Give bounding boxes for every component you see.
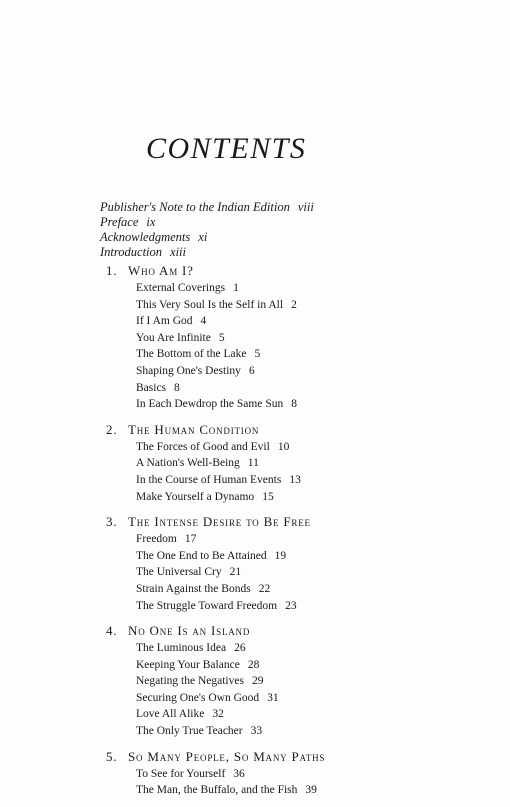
- entry-label: The One End to Be Attained: [136, 549, 267, 562]
- front-matter-item: [100, 200, 314, 215]
- entry-label: External Coverings: [136, 282, 226, 294]
- page-number: 1: [233, 282, 239, 294]
- chapter-title: Who Am I?: [128, 263, 194, 278]
- toc-entry: [106, 313, 506, 330]
- page-number: xi: [198, 230, 208, 244]
- entry-label: To See for Yourself: [136, 767, 226, 780]
- page-number: 23: [285, 599, 297, 612]
- entry-label: Shaping One's Destiny: [136, 364, 241, 377]
- chapter-list: [106, 262, 506, 807]
- page-number: 39: [305, 784, 317, 797]
- page-number: 19: [274, 549, 287, 562]
- page-number: 29: [251, 675, 264, 688]
- entry-label: The Struggle Toward Freedom: [136, 599, 278, 612]
- page-number: 15: [262, 490, 274, 503]
- page-number: 4: [200, 315, 207, 328]
- chapter-title: The Intense Desire to Be Free: [128, 514, 311, 530]
- page-number: 32: [212, 708, 224, 721]
- toc-entry: [106, 439, 506, 456]
- toc-entry: [106, 330, 506, 347]
- toc-entry: [106, 640, 506, 657]
- entry-label: This Very Soul Is the Self in All: [136, 298, 284, 311]
- page-number: 36: [233, 767, 245, 780]
- toc-entry: [106, 723, 506, 740]
- entry-label: Acknowledgments: [100, 230, 191, 244]
- chapter-title: The Human Condition: [128, 421, 260, 437]
- page-number: 28: [247, 658, 260, 671]
- entry-label: The Forces of Good and Evil: [136, 440, 270, 453]
- entry-label: The Luminous Idea: [136, 642, 227, 655]
- toc-entry: [106, 581, 506, 598]
- front-matter-list: [100, 200, 314, 260]
- page-number: 17: [184, 533, 197, 546]
- toc-entry: [106, 297, 506, 314]
- entry-label: Basics: [136, 381, 167, 394]
- entry-label: Introduction: [100, 245, 163, 259]
- page-number: xiii: [170, 245, 186, 259]
- toc-entry: [106, 673, 506, 690]
- entry-label: If I Am God: [136, 315, 193, 328]
- chapter-number: 5.: [106, 748, 118, 764]
- entry-label: Securing One's Own Good: [136, 691, 260, 704]
- entry-label: In Each Dewdrop the Same Sun: [136, 398, 284, 411]
- page-number: 26: [234, 642, 246, 655]
- chapter-section: [106, 513, 506, 614]
- chapter-number: 3.: [106, 514, 118, 530]
- toc-entry: [106, 380, 506, 397]
- page-number: 5: [218, 331, 225, 344]
- entry-label: Keeping Your Balance: [136, 658, 240, 671]
- entry-label: Preface: [100, 215, 139, 229]
- chapter-heading: [106, 748, 506, 766]
- page-number: 22: [258, 582, 271, 595]
- chapter-section: [106, 622, 506, 740]
- toc-entry: [106, 455, 506, 472]
- entry-label: Publisher's Note to the Indian Edition: [100, 200, 290, 214]
- entry-label: Love All Alike: [136, 708, 205, 721]
- front-matter-item: [100, 215, 314, 230]
- chapter-section: [106, 421, 506, 505]
- page-number: ix: [146, 215, 156, 229]
- page-number: 13: [289, 473, 301, 486]
- entry-label: Freedom: [136, 533, 177, 546]
- chapter-title: No One Is an Island: [128, 623, 251, 639]
- chapter-section: [106, 262, 506, 413]
- chapter-number: 4.: [106, 623, 118, 639]
- page-number: 10: [277, 440, 290, 453]
- entry-label: The Only True Teacher: [136, 725, 243, 738]
- page-number: 21: [229, 566, 242, 579]
- toc-entry: [106, 531, 506, 548]
- page-number: 8: [291, 398, 297, 411]
- page-number: 5: [254, 348, 261, 361]
- chapter-number: 1.: [106, 263, 118, 278]
- entry-label: The Man, the Buffalo, and the Fish: [136, 784, 298, 797]
- toc-entry: [106, 280, 506, 297]
- page-number: 31: [267, 691, 279, 704]
- entry-label: You Are Infinite: [136, 331, 211, 344]
- toc-entry: [106, 363, 506, 380]
- entry-label: A Nation's Well-Being: [136, 457, 240, 470]
- page-number: 6: [248, 364, 255, 377]
- front-matter-item: [100, 245, 314, 260]
- toc-entry: [106, 472, 506, 489]
- chapter-heading: [106, 622, 506, 640]
- front-matter-item: [100, 230, 314, 245]
- chapter-heading: [106, 262, 506, 280]
- toc-entry: [106, 346, 506, 363]
- page-number: 11: [247, 457, 259, 470]
- entry-label: Strain Against the Bonds: [136, 582, 251, 595]
- page-number: viii: [297, 200, 314, 214]
- toc-entry: [106, 564, 506, 581]
- toc-entry: [106, 548, 506, 565]
- chapter-section: [106, 748, 506, 799]
- page-number: 2: [291, 298, 297, 311]
- page-number: 8: [174, 381, 180, 394]
- chapter-number: 2.: [106, 421, 118, 437]
- entry-label: Make Yourself a Dynamo: [136, 490, 255, 503]
- page-number: 33: [250, 725, 263, 738]
- chapter-title: So Many People, So Many Paths: [128, 748, 326, 764]
- toc-entry: [106, 766, 506, 783]
- toc-entry: [106, 657, 506, 674]
- toc-entry: [106, 489, 506, 506]
- toc-entry: [106, 706, 506, 723]
- entry-label: The Universal Cry: [136, 566, 222, 579]
- toc-entry: [106, 782, 506, 799]
- chapter-heading: [106, 513, 506, 531]
- entry-label: The Bottom of the Lake: [136, 348, 247, 361]
- entry-label: In the Course of Human Events: [136, 473, 282, 486]
- entry-label: Negating the Negatives: [136, 675, 244, 688]
- chapter-heading: [106, 421, 506, 439]
- page-title: CONTENTS: [146, 132, 307, 165]
- toc-entry: [106, 598, 506, 615]
- toc-entry: [106, 690, 506, 707]
- toc-entry: [106, 396, 506, 413]
